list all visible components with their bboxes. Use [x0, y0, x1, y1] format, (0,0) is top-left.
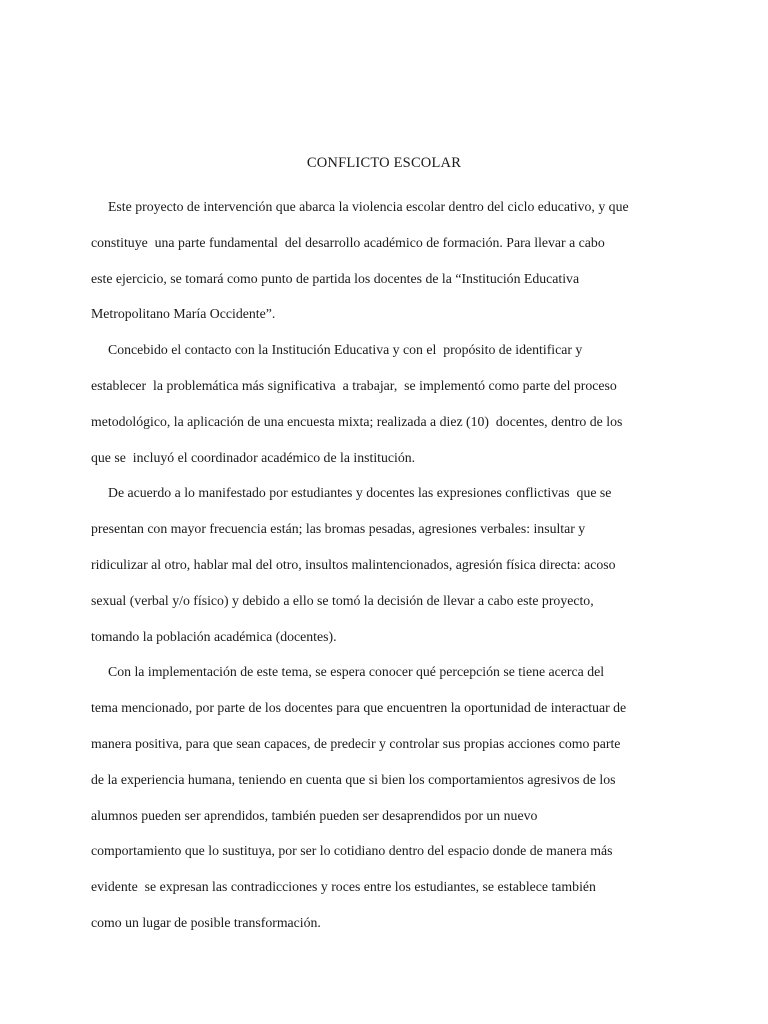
paragraph-line: ridiculizar al otro, hablar mal del otro, insultos malintencionados, agresión física directa: acoso [91, 556, 616, 572]
paragraph-line: manera positiva, para que sean capaces, de predecir y controlar sus propias acciones como parte [91, 735, 621, 751]
paragraph-4 [91, 654, 681, 940]
paragraph-line: evidente se expresan las contradicciones y roces entre los estudiantes, se establece también [91, 879, 596, 895]
paragraph-line: tomando la población académica (docentes). [91, 628, 337, 644]
paragraph-line: de la experiencia humana, teniendo en cuenta que si bien los comportamientos agresivos de los [91, 771, 616, 787]
paragraph-line: este ejercicio, se tomará como punto de partida los docentes de la “Institución Educativa [91, 270, 580, 286]
paragraph-3 [91, 475, 681, 654]
paragraph-line: comportamiento que lo sustituya, por ser lo cotidiano dentro del espacio donde de manera más [91, 843, 613, 859]
paragraph-line: Este proyecto de intervención que abarca la violencia escolar dentro del ciclo educativo, y que [108, 199, 629, 214]
paragraph-line: alumnos pueden ser aprendidos, también pueden ser desaprendidos por un nuevo [91, 807, 538, 823]
paragraph-line: constituye una parte fundamental del desarrollo académico de formación. Para llevar a cabo [91, 234, 605, 250]
paragraph-line: sexual (verbal y/o físico) y debido a ello se tomó la decisión de llevar a cabo este proyecto, [91, 592, 594, 608]
paragraph-line: presentan con mayor frecuencia están; las bromas pesadas, agresiones verbales: insultar y [91, 521, 586, 537]
paragraph-1 [91, 189, 681, 332]
paragraph-line: De acuerdo a lo manifestado por estudiantes y docentes las expresiones conflictivas que se [108, 485, 612, 501]
paragraph-line: establecer la problemática más significativa a trabajar, se implementó como parte del proceso [91, 377, 617, 393]
paragraph-line: que se incluyó el coordinador académico de la institución. [91, 449, 416, 465]
paragraph-line: Metropolitano María Occidente”. [91, 306, 276, 322]
paragraph-line: Con la implementación de este tema, se espera conocer qué percepción se tiene acerca del [108, 664, 605, 680]
paragraph-line: como un lugar de posible transformación. [91, 914, 321, 930]
paragraph-2 [91, 332, 681, 475]
document-body [91, 189, 681, 941]
paragraph-line: Concebido el contacto con la Institución Educativa y con el propósito de identificar y [108, 342, 583, 358]
paragraph-line: tema mencionado, por parte de los docentes para que encuentren la oportunidad de interactuar de [91, 700, 627, 716]
paragraph-line: metodológico, la aplicación de una encuesta mixta; realizada a diez (10) docentes, dentro de los [91, 413, 623, 429]
document-title: CONFLICTO ESCOLAR [306, 155, 462, 171]
